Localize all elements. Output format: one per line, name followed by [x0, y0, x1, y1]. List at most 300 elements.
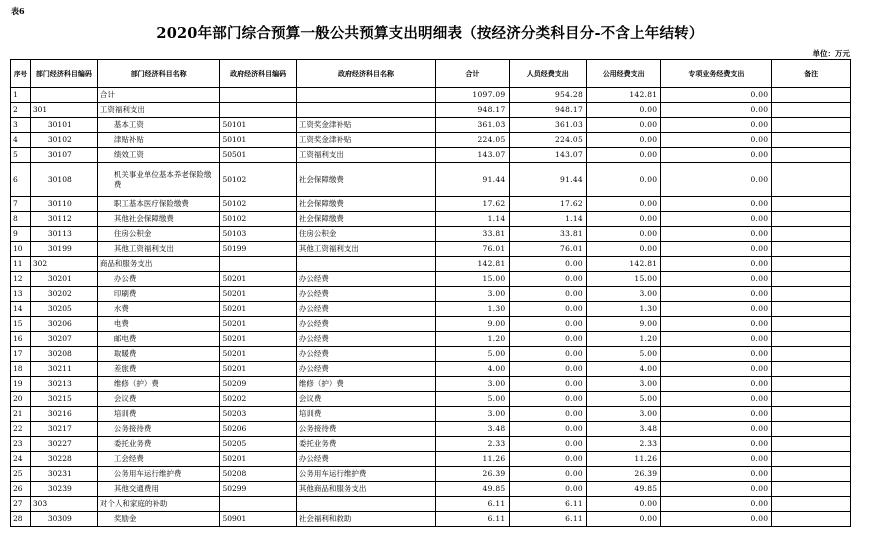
cell-special: 0.00 [661, 287, 772, 302]
cell-gov-name: 办公经费 [296, 362, 435, 377]
cell-public: 1.30 [587, 302, 661, 317]
cell-gov-name: 办公经费 [296, 287, 435, 302]
cell-gov-name: 社会保障缴费 [296, 163, 435, 197]
cell-seq: 12 [11, 272, 31, 287]
cell-dept-code: 30231 [30, 467, 97, 482]
cell-gov-name: 其他工资福利支出 [296, 242, 435, 257]
cell-gov-code: 50102 [220, 163, 296, 197]
table-row [11, 332, 851, 347]
cell-gov-code: 50203 [220, 407, 296, 422]
cell-public: 49.85 [587, 482, 661, 497]
table-row [11, 482, 851, 497]
cell-total: 3.48 [436, 422, 509, 437]
cell-special: 0.00 [661, 332, 772, 347]
cell-public: 3.48 [587, 422, 661, 437]
cell-public: 0.00 [587, 118, 661, 133]
cell-seq: 11 [11, 257, 31, 272]
cell-remark [772, 242, 851, 257]
cell-remark [772, 482, 851, 497]
cell-dept-code: 30217 [30, 422, 97, 437]
cell-dept-name: 对个人和家庭的补助 [97, 497, 220, 512]
cell-public: 0.00 [587, 148, 661, 163]
header-dept-name: 部门经济科目名称 [97, 60, 220, 88]
cell-gov-code: 50208 [220, 467, 296, 482]
cell-remark [772, 197, 851, 212]
cell-seq: 2 [11, 103, 31, 118]
cell-seq: 15 [11, 317, 31, 332]
cell-gov-code: 50299 [220, 482, 296, 497]
cell-total: 3.00 [436, 287, 509, 302]
cell-gov-name: 办公经费 [296, 332, 435, 347]
cell-personnel: 1.14 [509, 212, 587, 227]
cell-gov-name: 办公经费 [296, 347, 435, 362]
table-row [11, 467, 851, 482]
cell-seq: 22 [11, 422, 31, 437]
cell-public: 1.20 [587, 332, 661, 347]
cell-special: 0.00 [661, 467, 772, 482]
cell-dept-code: 30112 [30, 212, 97, 227]
cell-remark [772, 332, 851, 347]
table-row [11, 163, 851, 197]
cell-dept-code: 301 [30, 103, 97, 118]
cell-dept-name: 取暖费 [97, 347, 220, 362]
table-row [11, 302, 851, 317]
cell-seq: 24 [11, 452, 31, 467]
table-row [11, 88, 851, 103]
cell-remark [772, 392, 851, 407]
table-row [11, 103, 851, 118]
cell-gov-code: 50201 [220, 287, 296, 302]
cell-dept-code: 302 [30, 257, 97, 272]
table-row [11, 422, 851, 437]
cell-special: 0.00 [661, 392, 772, 407]
table-row [11, 392, 851, 407]
cell-seq: 16 [11, 332, 31, 347]
cell-dept-code: 30215 [30, 392, 97, 407]
cell-total: 11.26 [436, 452, 509, 467]
cell-personnel: 0.00 [509, 332, 587, 347]
cell-remark [772, 118, 851, 133]
cell-public: 142.81 [587, 88, 661, 103]
cell-seq: 17 [11, 347, 31, 362]
cell-total: 91.44 [436, 163, 509, 197]
cell-remark [772, 347, 851, 362]
cell-public: 5.00 [587, 392, 661, 407]
cell-special: 0.00 [661, 302, 772, 317]
cell-dept-name: 基本工资 [97, 118, 220, 133]
cell-dept-name: 住房公积金 [97, 227, 220, 242]
table-row [11, 133, 851, 148]
header-gov-code: 政府经济科目编码 [220, 60, 296, 88]
table-row [11, 407, 851, 422]
cell-dept-code: 30101 [30, 118, 97, 133]
cell-remark [772, 257, 851, 272]
cell-total: 948.17 [436, 103, 509, 118]
cell-gov-code: 50102 [220, 212, 296, 227]
cell-remark [772, 377, 851, 392]
cell-gov-code [220, 257, 296, 272]
cell-dept-name: 合计 [97, 88, 220, 103]
cell-gov-name: 办公经费 [296, 452, 435, 467]
cell-seq: 25 [11, 467, 31, 482]
cell-dept-code: 30202 [30, 287, 97, 302]
cell-special: 0.00 [661, 362, 772, 377]
cell-total: 5.00 [436, 347, 509, 362]
table-row [11, 118, 851, 133]
cell-total: 6.11 [436, 497, 509, 512]
cell-personnel: 954.28 [509, 88, 587, 103]
cell-gov-name: 住房公积金 [296, 227, 435, 242]
cell-personnel: 0.00 [509, 272, 587, 287]
cell-gov-name: 办公经费 [296, 317, 435, 332]
table-row [11, 212, 851, 227]
cell-dept-name: 水费 [97, 302, 220, 317]
cell-special: 0.00 [661, 163, 772, 197]
cell-public: 0.00 [587, 227, 661, 242]
header-remark: 备注 [772, 60, 851, 88]
cell-dept-code: 30110 [30, 197, 97, 212]
cell-seq: 20 [11, 392, 31, 407]
cell-total: 4.00 [436, 362, 509, 377]
cell-personnel: 0.00 [509, 257, 587, 272]
cell-public: 4.00 [587, 362, 661, 377]
cell-gov-code [220, 103, 296, 118]
cell-total: 1.20 [436, 332, 509, 347]
cell-remark [772, 302, 851, 317]
cell-total: 142.81 [436, 257, 509, 272]
cell-total: 15.00 [436, 272, 509, 287]
cell-total: 26.39 [436, 467, 509, 482]
cell-dept-code: 30208 [30, 347, 97, 362]
cell-gov-name [296, 497, 435, 512]
cell-gov-code: 50501 [220, 148, 296, 163]
cell-seq: 7 [11, 197, 31, 212]
cell-public: 3.00 [587, 287, 661, 302]
table-row [11, 287, 851, 302]
cell-seq: 4 [11, 133, 31, 148]
table-row [11, 148, 851, 163]
cell-personnel: 0.00 [509, 407, 587, 422]
cell-total: 49.85 [436, 482, 509, 497]
cell-gov-name [296, 257, 435, 272]
cell-special: 0.00 [661, 103, 772, 118]
cell-public: 11.26 [587, 452, 661, 467]
cell-gov-name: 社会保障缴费 [296, 197, 435, 212]
cell-seq: 18 [11, 362, 31, 377]
cell-gov-name: 培训费 [296, 407, 435, 422]
cell-special: 0.00 [661, 227, 772, 242]
cell-seq: 8 [11, 212, 31, 227]
cell-gov-code: 50205 [220, 437, 296, 452]
cell-public: 3.00 [587, 377, 661, 392]
cell-gov-name [296, 88, 435, 103]
cell-public: 9.00 [587, 317, 661, 332]
document-title: 2020年部门综合预算一般公共预算支出明细表（按经济分类科目分-不含上年结转） [156, 25, 704, 42]
cell-total: 2.33 [436, 437, 509, 452]
table-row [11, 497, 851, 512]
cell-dept-code: 30213 [30, 377, 97, 392]
cell-seq: 6 [11, 163, 31, 197]
cell-dept-name: 商品和服务支出 [97, 257, 220, 272]
cell-dept-code: 30107 [30, 148, 97, 163]
cell-remark [772, 512, 851, 527]
cell-seq: 21 [11, 407, 31, 422]
cell-special: 0.00 [661, 317, 772, 332]
cell-gov-code: 50102 [220, 197, 296, 212]
cell-seq: 28 [11, 512, 31, 527]
table-header-row [11, 60, 851, 88]
cell-dept-code: 30102 [30, 133, 97, 148]
cell-gov-code: 50201 [220, 332, 296, 347]
cell-gov-code: 50209 [220, 377, 296, 392]
cell-personnel: 0.00 [509, 287, 587, 302]
cell-dept-name: 印刷费 [97, 287, 220, 302]
cell-gov-code [220, 88, 296, 103]
cell-dept-name: 公务用车运行维护费 [97, 467, 220, 482]
cell-remark [772, 317, 851, 332]
cell-special: 0.00 [661, 422, 772, 437]
cell-remark [772, 467, 851, 482]
cell-gov-name: 工资奖金津补贴 [296, 118, 435, 133]
cell-special: 0.00 [661, 272, 772, 287]
cell-dept-code: 30228 [30, 452, 97, 467]
cell-personnel: 0.00 [509, 377, 587, 392]
cell-total: 1.14 [436, 212, 509, 227]
table-row [11, 452, 851, 467]
cell-public: 0.00 [587, 163, 661, 197]
cell-special: 0.00 [661, 437, 772, 452]
cell-gov-code: 50206 [220, 422, 296, 437]
cell-dept-name: 其他社会保障缴费 [97, 212, 220, 227]
header-seq: 序号 [11, 60, 31, 88]
cell-gov-code: 50101 [220, 118, 296, 133]
cell-gov-code [220, 497, 296, 512]
cell-dept-name: 差旅费 [97, 362, 220, 377]
header-gov-name: 政府经济科目名称 [296, 60, 435, 88]
cell-special: 0.00 [661, 377, 772, 392]
cell-gov-name: 维修（护）费 [296, 377, 435, 392]
cell-personnel: 0.00 [509, 422, 587, 437]
cell-remark [772, 362, 851, 377]
cell-dept-code: 30211 [30, 362, 97, 377]
header-special: 专项业务经费支出 [661, 60, 772, 88]
cell-dept-name: 培训费 [97, 407, 220, 422]
cell-gov-name: 办公经费 [296, 272, 435, 287]
cell-gov-code: 50901 [220, 512, 296, 527]
table-row [11, 437, 851, 452]
cell-gov-code: 50202 [220, 392, 296, 407]
cell-gov-code: 50103 [220, 227, 296, 242]
cell-personnel: 0.00 [509, 302, 587, 317]
cell-personnel: 6.11 [509, 497, 587, 512]
cell-special: 0.00 [661, 133, 772, 148]
cell-special: 0.00 [661, 482, 772, 497]
table-row [11, 257, 851, 272]
cell-special: 0.00 [661, 407, 772, 422]
cell-seq: 23 [11, 437, 31, 452]
cell-total: 33.81 [436, 227, 509, 242]
cell-gov-code: 50201 [220, 347, 296, 362]
header-dept-code: 部门经济科目编码 [30, 60, 97, 88]
cell-total: 6.11 [436, 512, 509, 527]
table-row [11, 347, 851, 362]
cell-gov-name: 公务用车运行维护费 [296, 467, 435, 482]
cell-gov-name: 委托业务费 [296, 437, 435, 452]
cell-seq: 5 [11, 148, 31, 163]
cell-public: 142.81 [587, 257, 661, 272]
cell-dept-code: 30227 [30, 437, 97, 452]
cell-remark [772, 163, 851, 197]
cell-special: 0.00 [661, 148, 772, 163]
cell-remark [772, 272, 851, 287]
cell-personnel: 224.05 [509, 133, 587, 148]
cell-dept-name: 委托业务费 [97, 437, 220, 452]
cell-dept-name: 邮电费 [97, 332, 220, 347]
cell-special: 0.00 [661, 212, 772, 227]
header-total: 合计 [436, 60, 509, 88]
unit-label: 单位：万元 [812, 49, 850, 58]
cell-dept-code: 303 [30, 497, 97, 512]
cell-seq: 9 [11, 227, 31, 242]
cell-dept-code: 30108 [30, 163, 97, 197]
cell-dept-name: 绩效工资 [97, 148, 220, 163]
cell-public: 0.00 [587, 242, 661, 257]
budget-detail-table [10, 59, 851, 527]
cell-personnel: 0.00 [509, 362, 587, 377]
cell-personnel: 0.00 [509, 317, 587, 332]
cell-seq: 13 [11, 287, 31, 302]
cell-gov-name: 工资福利支出 [296, 148, 435, 163]
cell-remark [772, 103, 851, 118]
header-personnel: 人员经费支出 [509, 60, 587, 88]
cell-personnel: 0.00 [509, 452, 587, 467]
cell-dept-code [30, 88, 97, 103]
cell-personnel: 33.81 [509, 227, 587, 242]
cell-public: 0.00 [587, 497, 661, 512]
cell-total: 5.00 [436, 392, 509, 407]
cell-public: 0.00 [587, 197, 661, 212]
cell-gov-name: 社会保障缴费 [296, 212, 435, 227]
cell-special: 0.00 [661, 497, 772, 512]
cell-dept-code: 30113 [30, 227, 97, 242]
cell-dept-name: 其他交通费用 [97, 482, 220, 497]
cell-gov-name: 办公经费 [296, 302, 435, 317]
cell-gov-name: 社会福利和救助 [296, 512, 435, 527]
cell-gov-code: 50201 [220, 302, 296, 317]
cell-personnel: 17.62 [509, 197, 587, 212]
table-row [11, 272, 851, 287]
cell-dept-code: 30216 [30, 407, 97, 422]
cell-dept-code: 30206 [30, 317, 97, 332]
cell-dept-name: 维修（护）费 [97, 377, 220, 392]
cell-dept-code: 30199 [30, 242, 97, 257]
cell-dept-name: 电费 [97, 317, 220, 332]
cell-gov-code: 50201 [220, 317, 296, 332]
table-number-label: 表6 [11, 6, 25, 16]
cell-public: 0.00 [587, 212, 661, 227]
cell-public: 0.00 [587, 512, 661, 527]
cell-remark [772, 227, 851, 242]
cell-total: 3.00 [436, 407, 509, 422]
cell-dept-name: 职工基本医疗保险缴费 [97, 197, 220, 212]
table-row [11, 317, 851, 332]
cell-public: 5.00 [587, 347, 661, 362]
cell-seq: 19 [11, 377, 31, 392]
cell-dept-code: 30309 [30, 512, 97, 527]
cell-public: 2.33 [587, 437, 661, 452]
cell-personnel: 0.00 [509, 347, 587, 362]
cell-total: 3.00 [436, 377, 509, 392]
cell-dept-name: 工会经费 [97, 452, 220, 467]
cell-gov-code: 50101 [220, 133, 296, 148]
cell-remark [772, 452, 851, 467]
table-row [11, 512, 851, 527]
cell-remark [772, 437, 851, 452]
cell-dept-code: 30239 [30, 482, 97, 497]
cell-public: 0.00 [587, 133, 661, 148]
cell-seq: 27 [11, 497, 31, 512]
cell-special: 0.00 [661, 118, 772, 133]
cell-total: 143.07 [436, 148, 509, 163]
cell-seq: 10 [11, 242, 31, 257]
cell-personnel: 6.11 [509, 512, 587, 527]
cell-special: 0.00 [661, 88, 772, 103]
cell-total: 76.01 [436, 242, 509, 257]
cell-personnel: 361.03 [509, 118, 587, 133]
cell-dept-name: 公务接待费 [97, 422, 220, 437]
cell-gov-name: 工资奖金津补贴 [296, 133, 435, 148]
cell-remark [772, 133, 851, 148]
cell-dept-code: 30201 [30, 272, 97, 287]
cell-gov-code: 50201 [220, 272, 296, 287]
cell-total: 17.62 [436, 197, 509, 212]
cell-public: 26.39 [587, 467, 661, 482]
cell-remark [772, 407, 851, 422]
cell-dept-name: 办公费 [97, 272, 220, 287]
cell-gov-name: 会议费 [296, 392, 435, 407]
cell-seq: 26 [11, 482, 31, 497]
cell-total: 224.05 [436, 133, 509, 148]
cell-special: 0.00 [661, 347, 772, 362]
cell-personnel: 91.44 [509, 163, 587, 197]
cell-personnel: 948.17 [509, 103, 587, 118]
cell-dept-name: 会议费 [97, 392, 220, 407]
table-row [11, 362, 851, 377]
cell-seq: 1 [11, 88, 31, 103]
cell-gov-name [296, 103, 435, 118]
table-body [11, 88, 851, 527]
cell-special: 0.00 [661, 512, 772, 527]
cell-seq: 14 [11, 302, 31, 317]
cell-special: 0.00 [661, 452, 772, 467]
cell-dept-name: 机关事业单位基本养老保险缴费 [97, 163, 220, 197]
cell-dept-name: 津贴补贴 [97, 133, 220, 148]
cell-gov-code: 50201 [220, 362, 296, 377]
cell-personnel: 0.00 [509, 392, 587, 407]
cell-dept-name: 其他工资福利支出 [97, 242, 220, 257]
cell-gov-name: 其他商品和服务支出 [296, 482, 435, 497]
cell-remark [772, 148, 851, 163]
cell-personnel: 143.07 [509, 148, 587, 163]
cell-dept-code: 30205 [30, 302, 97, 317]
cell-public: 0.00 [587, 103, 661, 118]
cell-gov-code: 50201 [220, 452, 296, 467]
cell-personnel: 0.00 [509, 467, 587, 482]
cell-remark [772, 212, 851, 227]
cell-personnel: 0.00 [509, 482, 587, 497]
cell-special: 0.00 [661, 242, 772, 257]
cell-remark [772, 287, 851, 302]
